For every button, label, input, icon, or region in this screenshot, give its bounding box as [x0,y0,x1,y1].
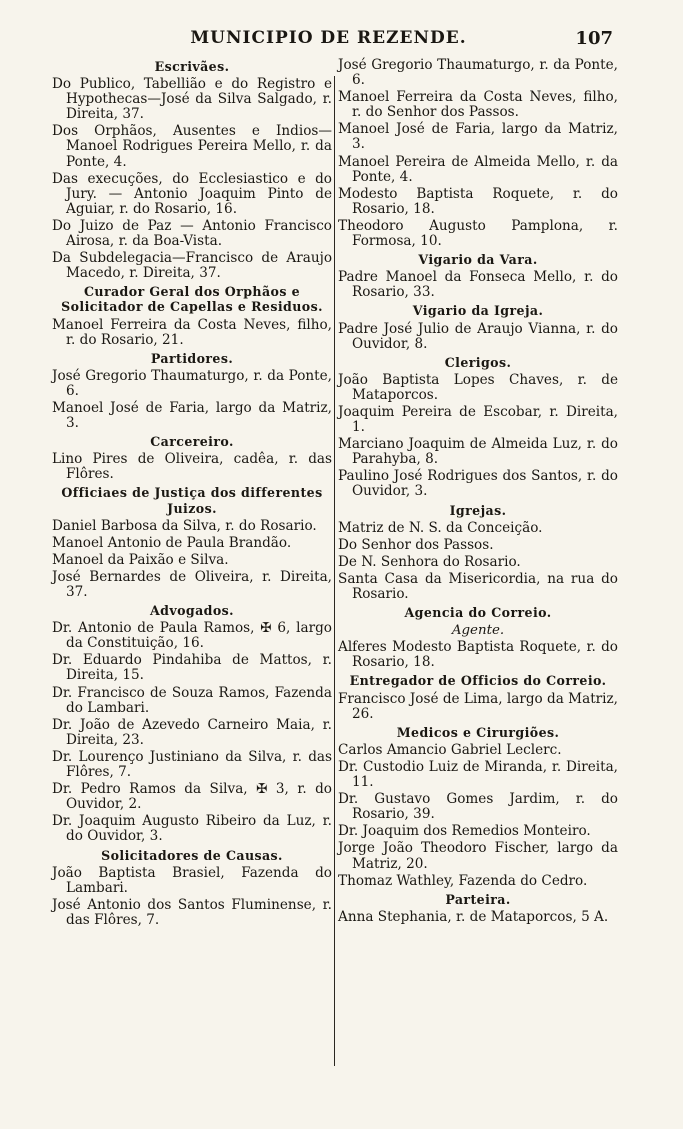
directory-entry: Manoel da Paixão e Silva. [52,551,229,568]
directory-entry: Dr. Lourenço Justiniano da Silva, r. das Flôres, 7. [52,748,332,781]
directory-entry: Matriz de N. S. da Conceição. [338,519,543,536]
directory-entry: Dos Orphãos, Ausentes e Indios—Manoel Rodrigues Pereira Mello, r. da Ponte, 4. [52,123,332,170]
section-heading: Agencia do Correio. [404,605,552,621]
directory-entry: Francisco José de Lima, largo da Matriz, 26. [338,690,618,722]
directory-entry: José Bernardes de Oliveira, r. Direita, 37. [52,568,332,600]
directory-entry: Paulino José Rodrigues dos Santos, r. do Ouvidor, 3. [338,468,618,500]
directory-entry: Manoel Antonio de Paula Brandão. [52,534,292,551]
directory-entry: Do Senhor dos Passos. [338,536,494,553]
directory-entry: Dr. Antonio de Paula Ramos, ✠ 6, largo da Constituição, 16. [52,620,332,652]
directory-entry: Alferes Modesto Baptista Roquete, r. do Rosario, 18. [338,639,618,671]
left-column [52,56,332,928]
directory-entry: Dr. Pedro Ramos da Silva, ✠ 3, r. do Ouvidor, 2. [52,781,332,813]
section-heading: Entregador de Officios do Correio. [349,673,607,689]
directory-entry: João Baptista Lopes Chaves, r. de Mataporcos. [338,371,618,403]
directory-entry: Manoel Ferreira da Costa Neves, filho, r. do Rosario, 21. [52,316,332,348]
section-heading: Advogados. [150,603,234,619]
page-number: 107 [575,28,613,49]
directory-entry: Thomaz Wathley, Fazenda do Cedro. [338,872,588,889]
section-heading: Officiaes de Justiça dos differentes Juizos. [61,485,323,516]
section-heading: Medicos e Cirurgiões. [396,724,560,740]
directory-entry: Das execuções, do Ecclesiastico e do Jury. — Antonio Joaquim Pinto de Aguiar, r. do Rosario, 16. [52,170,332,217]
directory-entry: De N. Senhora do Rosario. [338,553,521,570]
directory-entry: Padre Manoel da Fonseca Mello, r. do Rosario, 33. [338,269,618,301]
directory-entry: Dr. Joaquim Augusto Ribeiro da Luz, r. do Ouvidor, 3. [52,813,332,845]
directory-entry: José Gregorio Thaumaturgo, r. da Ponte, 6. [52,367,332,399]
section-heading: Partidores. [150,350,234,366]
section-heading: Clerigos. [444,354,512,370]
directory-entry: Manoel José de Faria, largo da Matriz, 3. [52,399,332,432]
directory-entry: Do Publico, Tabellião e do Registro e Hypothecas—José da Silva Salgado, r. Direita, 37. [52,76,332,123]
directory-entry: Modesto Baptista Roquete, r. do Rosario, 18. [338,185,618,217]
section-heading: Solicitadores de Causas. [101,847,283,863]
section-heading: Igrejas. [449,502,507,518]
directory-entry: Manoel José de Faria, largo da Matriz, 3. [338,121,618,153]
directory-columns [52,56,617,1116]
directory-entry: Padre José Julio de Araujo Vianna, r. do Ouvidor, 8. [338,320,618,352]
directory-entry: Da Subdelegacia—Francisco de Araujo Macedo, r. Direita, 37. [52,250,332,282]
directory-entry: Dr. João de Azevedo Carneiro Maia, r. Direita, 23. [52,716,332,748]
directory-entry: Dr. Custodio Luiz de Miranda, r. Direita, 11. [338,758,618,791]
directory-entry: Theodoro Augusto Pamplona, r. Formosa, 10. [338,217,618,250]
directory-entry: José Gregorio Thaumaturgo, r. da Ponte, 6. [338,57,618,89]
directory-entry: Marciano Joaquim de Almeida Luz, r. do Parahyba, 8. [338,436,618,468]
directory-entry: José Antonio dos Santos Fluminense, r. das Flôres, 7. [52,896,332,928]
directory-entry: Dr. Gustavo Gomes Jardim, r. do Rosario, 39. [338,791,618,823]
directory-entry: Daniel Barbosa da Silva, r. do Rosario. [52,517,317,534]
directory-entry: Dr. Joaquim dos Remedios Monteiro. [338,823,591,840]
section-heading: Parteira. [445,891,511,907]
directory-entry: Anna Stephania, r. de Mataporcos, 5 A. [338,908,609,925]
right-column [338,56,618,925]
column-divider [334,76,335,1066]
section-subheading: Agente. [451,623,505,639]
section-heading: Carcereiro. [150,434,234,450]
directory-entry: Joaquim Pereira de Escobar, r. Direita, 1. [338,403,618,436]
section-heading: Curador Geral dos Orphãos e Solicitador de Capellas e Residuos. [61,284,323,315]
page-header [44,28,613,54]
directory-entry: Do Juizo de Paz — Antonio Francisco Airosa, r. da Boa-Vista. [52,217,332,250]
running-title: MUNICIPIO DE REZENDE. [190,28,467,48]
section-heading: Vigario da Vara. [418,252,538,268]
directory-entry: João Baptista Brasiel, Fazenda do Lambari. [52,864,332,896]
directory-entry: Jorge João Theodoro Fischer, largo da Matriz, 20. [338,840,618,872]
directory-entry: Manoel Pereira de Almeida Mello, r. da Ponte, 4. [338,153,618,185]
directory-entry: Dr. Francisco de Souza Ramos, Fazenda do Lambari. [52,684,332,716]
directory-entry: Carlos Amancio Gabriel Leclerc. [338,741,562,758]
directory-entry: Santa Casa da Misericordia, na rua do Rosario. [338,570,618,602]
section-heading: Vigario da Igreja. [412,303,544,319]
directory-entry: Manoel Ferreira da Costa Neves, filho, r. do Senhor dos Passos. [338,89,618,121]
section-heading: Escrivães. [154,59,230,74]
directory-entry: Lino Pires de Oliveira, cadêa, r. das Flôres. [52,451,332,483]
directory-entry: Dr. Eduardo Pindahiba de Mattos, r. Direita, 15. [52,652,332,684]
